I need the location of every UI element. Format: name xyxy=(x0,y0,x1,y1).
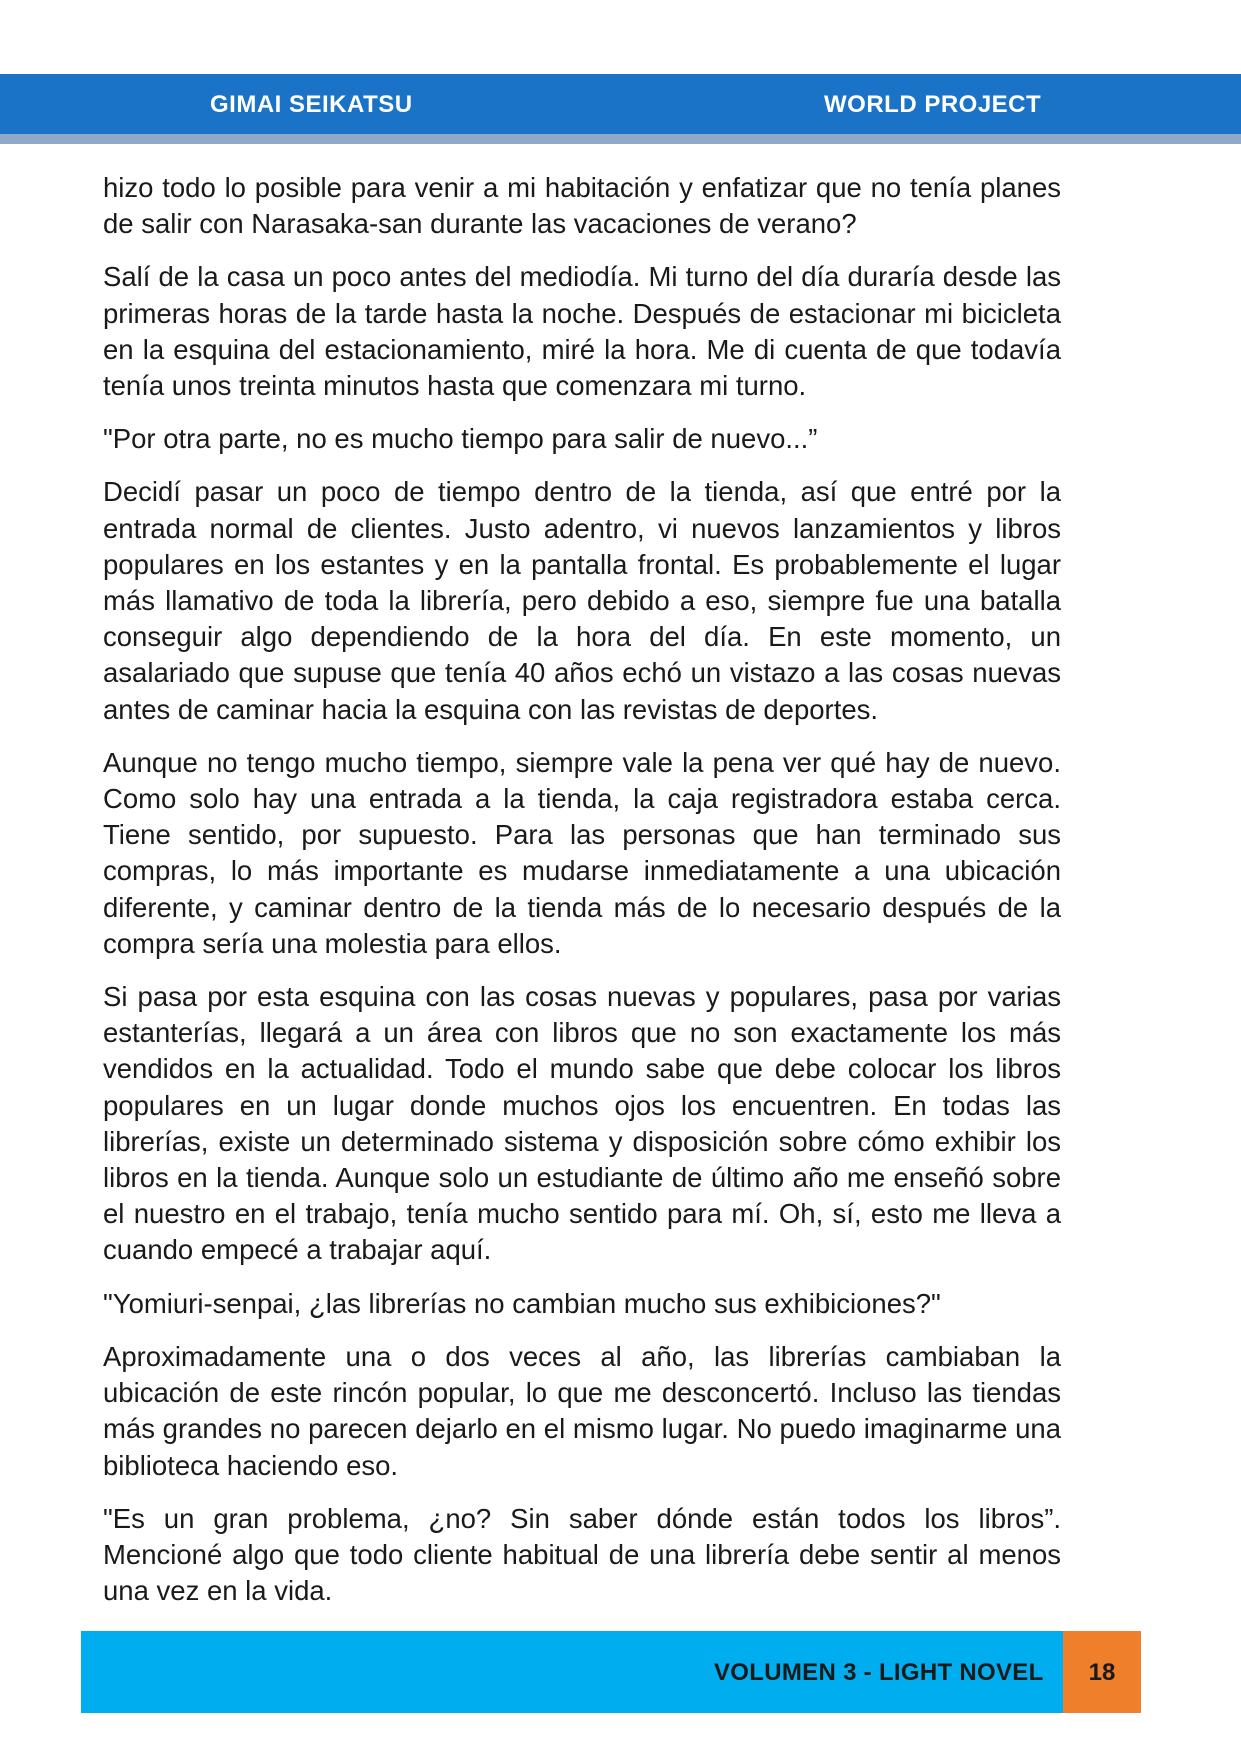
page-number: 18 xyxy=(1088,1659,1116,1686)
paragraph-6: Si pasa por esta esquina con las cosas nuevas y populares, pasa por varias estanterías, llegará a un área con libros que no son exactamente los más vendidos en la actualidad. Todo el mundo sabe que debe colocar los libros populares en un lugar donde muchos ojos los encuentren. En todas las librerías, existe un determinado sistema y disposición sobre cómo exhibir los libros en la tienda. Aunque solo un estudiante de último año me enseñó sobre el nuestro en el trabajo, tenía mucho sentido para mí. Oh, sí, esto me lleva a cuando empecé a trabajar aquí. xyxy=(103,981,1061,1266)
paragraph-9: "Es un gran problema, ¿no? Sin saber dónde están todos los libros”. Mencioné algo que todo cliente habitual de una librería debe sentir al menos una vez en la vida. xyxy=(103,1502,1061,1607)
page-header xyxy=(0,74,1241,134)
paragraph-7: "Yomiuri-senpai, ¿las librerías no cambian mucho sus exhibiciones?" xyxy=(103,1287,941,1319)
publisher-title: WORLD PROJECT xyxy=(824,91,1042,118)
paragraph-5: Aunque no tengo mucho tiempo, siempre vale la pena ver qué hay de nuevo. Como solo hay una entrada a la tienda, la caja registradora estaba cerca. Tiene sentido, por supuesto. Para las personas que han terminado sus compras, lo más importante es mudarse inmediatamente a una ubicación diferente, y caminar dentro de la tienda más de lo necesario después de la compra sería una molestia para ellos. xyxy=(103,746,1061,959)
page-footer xyxy=(81,1631,1116,1713)
header-divider xyxy=(0,134,1241,144)
page-number-box xyxy=(1063,1631,1141,1713)
series-title: GIMAI SEIKATSU xyxy=(210,91,413,118)
paragraph-8: Aproximadamente una o dos veces al año, las librerías cambiaban la ubicación de este rincón popular, lo que me desconcertó. Incluso las tiendas más grandes no parecen dejarlo en el mismo lugar. No puedo imaginarme una biblioteca haciendo eso. xyxy=(103,1340,1061,1481)
paragraph-2: Salí de la casa un poco antes del mediodía. Mi turno del día duraría desde las primeras horas de la tarde hasta la noche. Después de estacionar mi bicicleta en la esquina del estacionamiento, miré la hora. Me di cuenta de que todavía tenía unos treinta minutos hasta que comenzara mi turno. xyxy=(103,261,1061,402)
paragraph-4: Decidí pasar un poco de tiempo dentro de la tienda, así que entré por la entrada normal de clientes. Justo adentro, vi nuevos lanzamientos y libros populares en los estantes y en la pantalla frontal. Es probablemente el lugar más llamativo de toda la librería, pero debido a eso, siempre fue una batalla conseguir algo dependiendo de la hora del día. En este momento, un asalariado que supuse que tenía 40 años echó un vistazo a las cosas nuevas antes de caminar hacia la esquina con las revistas de deportes. xyxy=(103,476,1061,725)
page-body xyxy=(103,170,1061,1626)
volume-label: VOLUMEN 3 - LIGHT NOVEL xyxy=(714,1659,1044,1686)
paragraph-3: "Por otra parte, no es mucho tiempo para salir de nuevo...” xyxy=(103,423,818,455)
paragraph-1: hizo todo lo posible para venir a mi habitación y enfatizar que no tenía planes de salir con Narasaka-san durante las vacaciones de verano? xyxy=(103,172,1061,240)
